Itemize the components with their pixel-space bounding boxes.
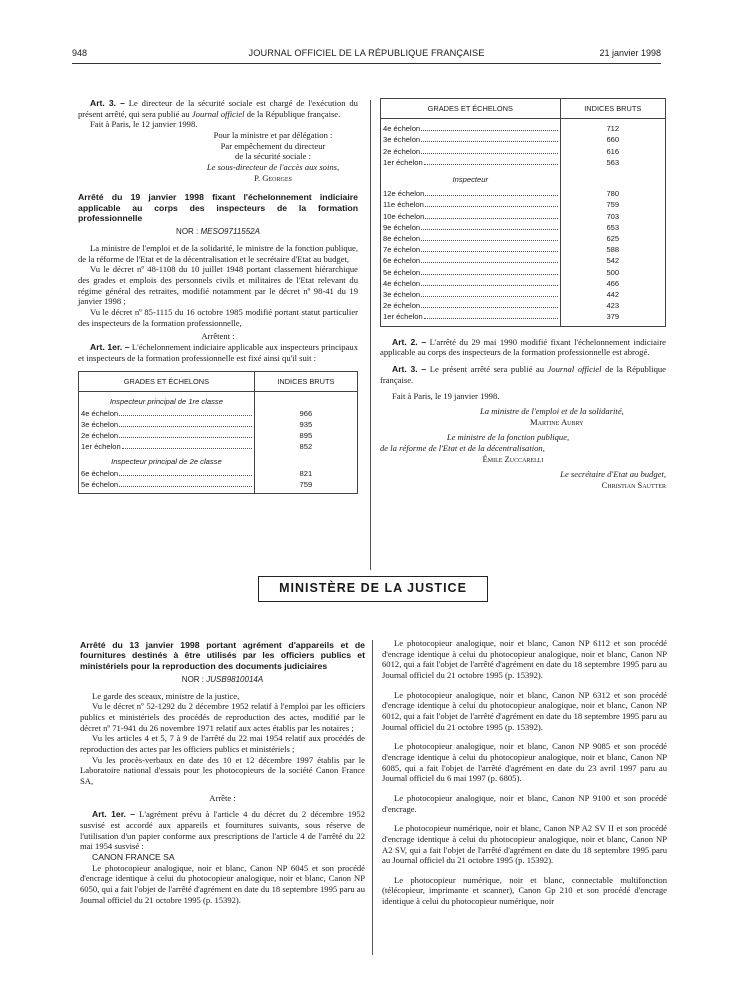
decree1-arretent: Arrêtent :	[201, 331, 235, 342]
table-row: 1er échelon 852	[79, 441, 358, 452]
table-row: 10e échelon 703	[381, 211, 666, 222]
prev-done-at: Fait à Paris, le 12 janvier 1998.	[90, 119, 198, 130]
table-row: 2e échelon 423	[381, 300, 666, 311]
issue-date: 21 janvier 1998	[599, 48, 661, 58]
table-header-indices: INDICES BRUTS	[254, 372, 357, 392]
decree1-visa: Vu le décret nº 85-1115 du 16 octobre 1985 modifié portant statut particulier des inspecteurs de la formation professionnelle,	[78, 306, 358, 328]
decree1-article-2: Art. 2. – L'arrêté du 29 mai 1990 modifié fixant l'échelonnement indiciaire applicable au corps des inspecteurs de la formation professionnelle est abrogé.	[380, 336, 667, 358]
table-row: 3e échelon 660	[381, 134, 666, 145]
decree2-nor: NOR : JUSB9810014A	[181, 674, 264, 684]
decree2-item: Le photocopieur numérique, noir et blanc, Canon NP A2 SV II et son procédé d'encrage identique à celui du photocopieur analogique, noir et blanc, Canon NP A2 SV, qui a fait l'objet de l'arrêté d'agrément en date du 18 septembre 1995 paru au Journal officiel du 21 octobre 1995 (p. 15392).	[382, 823, 667, 866]
ministry-heading: MINISTÈRE DE LA JUSTICE	[258, 576, 488, 602]
page-header	[72, 48, 661, 62]
decree2-preamble: Le garde des sceaux, ministre de la justice,	[92, 690, 240, 701]
table-row: 9e échelon 653	[381, 222, 666, 233]
prev-sig-line: Pour la ministre et par délégation :	[213, 129, 333, 140]
column-left-bottom	[80, 640, 365, 905]
decree1-article-1: Art. 1er. – L'échelonnement indiciaire applicable aux inspecteurs principaux et inspecteurs de la formation professionnelle est fixé ainsi qu'il suit :	[78, 341, 359, 363]
prev-signature-block	[188, 130, 358, 183]
indices-table-2	[380, 98, 666, 327]
decree2-item: Le photocopieur analogique, noir et blanc, Canon NP 6312 et son procédé d'encrage identique à celui du photocopieur analogique, noir et blanc, Canon NP 6012, qui a fait l'objet de l'arrêté d'agrément en date du 18 septembre 1995 paru au Journal officiel du 21 octobre 1995 (p. 15392).	[382, 689, 667, 732]
decree2-item: Le photocopieur analogique, noir et blanc, Canon NP 6045 et son procédé d'encrage identique à celui du photocopieur analogique, noir et blanc, Canon NP 6050, qui a fait l'objet de l'arrêté d'agrément en date du 18 septembre 1995 paru au Journal officiel du 21 octobre 1995 (p. 15392).	[80, 862, 365, 905]
table-header-grades: GRADES ET ÉCHELONS	[79, 372, 255, 392]
table-row: 3e échelon 935	[79, 419, 358, 430]
table-row: 4e échelon 712	[381, 119, 666, 135]
table-row: 5e échelon 759	[79, 479, 358, 494]
decree1-article-3: Art. 3. – Le présent arrêté sera publié au Journal officiel de la République française.	[380, 363, 666, 385]
journal-title: JOURNAL OFFICIEL DE LA RÉPUBLIQUE FRANÇAISE	[248, 48, 485, 58]
table-row: 11e échelon 759	[381, 199, 666, 210]
table-row: 5e échelon 500	[381, 267, 666, 278]
signature-title: Le ministre de la fonction publique,	[446, 432, 570, 443]
decree2-item: Le photocopieur numérique, noir et blanc, connectable multifonction (télécopieur, imprimante et scanner), Canon Gp 210 et son procédé d'encrage identique à celui du photocopieur numérique, noir	[382, 874, 667, 907]
header-rule	[72, 63, 661, 64]
decree1-title: Arrêté du 19 janvier 1998 fixant l'échelonnement indiciaire applicable au corps des inspecteurs de la formation professionnelle	[78, 192, 358, 223]
table-group-label: Inspecteur principal de 2e classe	[79, 452, 255, 467]
page-number: 948	[72, 48, 88, 58]
prev-sig-line: de la sécurité sociale :	[235, 151, 311, 162]
table-row: 3e échelon 442	[381, 289, 666, 300]
table-group-label: Inspecteur principal de 1re classe	[79, 392, 255, 408]
table-row: 1er échelon 563	[381, 157, 666, 168]
prev-sig-name: P. Georges	[254, 172, 292, 183]
signature-name: Christian Sautter	[601, 479, 666, 490]
signature-name: Émile Zuccarelli	[482, 453, 544, 464]
table-row: 12e échelon 780	[381, 188, 666, 199]
table-row: 6e échelon 821	[79, 468, 358, 479]
table-row: 8e échelon 625	[381, 233, 666, 244]
table-row: 4e échelon 466	[381, 278, 666, 289]
table-header-grades: GRADES ET ÉCHELONS	[381, 99, 561, 119]
decree2-company: CANON FRANCE SA	[92, 851, 175, 862]
decree1-visa: Vu le décret nº 48-1108 du 10 juillet 1948 portant classement hiérarchique des grades et emplois des personnels civils et militaires de l'Etat relevant du régime général des retraites, modifié notamment par le décret nº 98-41 du 19 janvier 1998 ;	[78, 264, 358, 307]
decree1-done-at: Fait à Paris, le 19 janvier 1998.	[392, 391, 500, 402]
column-divider-top	[370, 100, 371, 570]
prev-sig-line: Par empêchement du directeur	[220, 140, 326, 151]
decree2-item: Le photocopieur analogique, noir et blanc, Canon NP 9085 et son procédé d'encrage identique à celui du photocopieur analogique, noir et blanc, Canon NP 6085, qui a fait l'objet de l'arrêté d'agrément en date du 23 avril 1997 paru au Journal officiel du 6 mai 1997 (p. 6805).	[382, 741, 667, 784]
table-header-indices: INDICES BRUTS	[560, 99, 665, 119]
table-row: 1er échelon 379	[381, 311, 666, 326]
decree2-title: Arrêté du 13 janvier 1998 portant agrément d'appareils et de fournitures destinés à être utilisés par les officiers publics et ministériels pour la reproduction des documents judiciaires	[80, 640, 365, 671]
prev-sig-title: Le sous-directeur de l'accès aux soins,	[206, 161, 340, 172]
column-right-bottom	[382, 638, 667, 907]
decree2-visa: Vu le décret nº 52-1292 du 2 décembre 1952 relatif à l'emploi par les officiers publics et ministériels des procédés de reproduction des actes, modifié par le décret nº 71-941 du 26 novembre 1971 relatif aux actes établis par les notaires ;	[80, 701, 365, 733]
decree1-preamble: La ministre de l'emploi et de la solidarité, le ministre de la fonction publique, de la réforme de l'Etat et de la décentralisation et le secrétaire d'Etat au budget,	[78, 242, 358, 264]
signature-title: Le secrétaire d'Etat au budget,	[560, 469, 666, 480]
decree2-visa: Vu les procès-verbaux en date des 10 et 12 décembre 1997 établis par le Laboratoire national d'essais pour les photocopieurs de la société Canon France SA,	[80, 754, 365, 786]
table-row: 6e échelon 542	[381, 255, 666, 266]
table-row: 7e échelon 588	[381, 244, 666, 255]
decree1-nor: NOR : MESO9711552A	[176, 227, 260, 237]
column-divider-bottom	[372, 640, 373, 955]
decree2-arrete: Arrête :	[209, 792, 236, 803]
table-row: 2e échelon 895	[79, 430, 358, 441]
column-right-top	[380, 98, 666, 491]
indices-table-1	[78, 371, 358, 494]
decree2-item: Le photocopieur analogique, noir et blanc, Canon NP 6112 et son procédé d'encrage identique à celui du photocopieur analogique, noir et blanc, Canon NP 6012, qui a fait l'objet de l'arrêté d'agrément en date du 18 septembre 1995 paru au Journal officiel du 21 octobre 1995 (p. 15392).	[382, 638, 667, 680]
table-row: 4e échelon 966	[79, 408, 358, 419]
column-left-top	[78, 98, 358, 494]
table-group-label: Inspecteur	[381, 168, 561, 188]
decree2-visa: Vu les articles 4 et 5, 7 à 9 de l'arrêté du 22 mai 1954 relatif aux procédés de reproduction des actes par les officiers publics et ministériels ;	[80, 733, 365, 754]
decree2-item: Le photocopieur analogique, noir et blanc, Canon NP 9100 et son procédé d'encrage.	[382, 792, 667, 814]
prev-article-3: Art. 3. – Le directeur de la sécurité sociale est chargé de l'exécution du présent arrêté, qui sera publié au Journal officiel de la République française.	[78, 98, 358, 119]
signature-name: Martine Aubry	[530, 416, 584, 427]
table-row: 2e échelon 616	[381, 146, 666, 157]
decree2-article-1: Art. 1er. – L'agrément prévu à l'article 4 du décret du 2 décembre 1952 susvisé est accordé aux appareils et fournitures suivants, sous réserve de l'utilisation d'un papier conforme aux prescriptions de l'article 4 de l'arrêté du 22 mai 1954 susvisé :	[80, 809, 365, 852]
decree1-signatures	[380, 406, 666, 491]
signature-title: La ministre de l'emploi et de la solidarité,	[480, 405, 624, 416]
signature-title: de la réforme de l'Etat et de la décentralisation,	[380, 442, 545, 453]
